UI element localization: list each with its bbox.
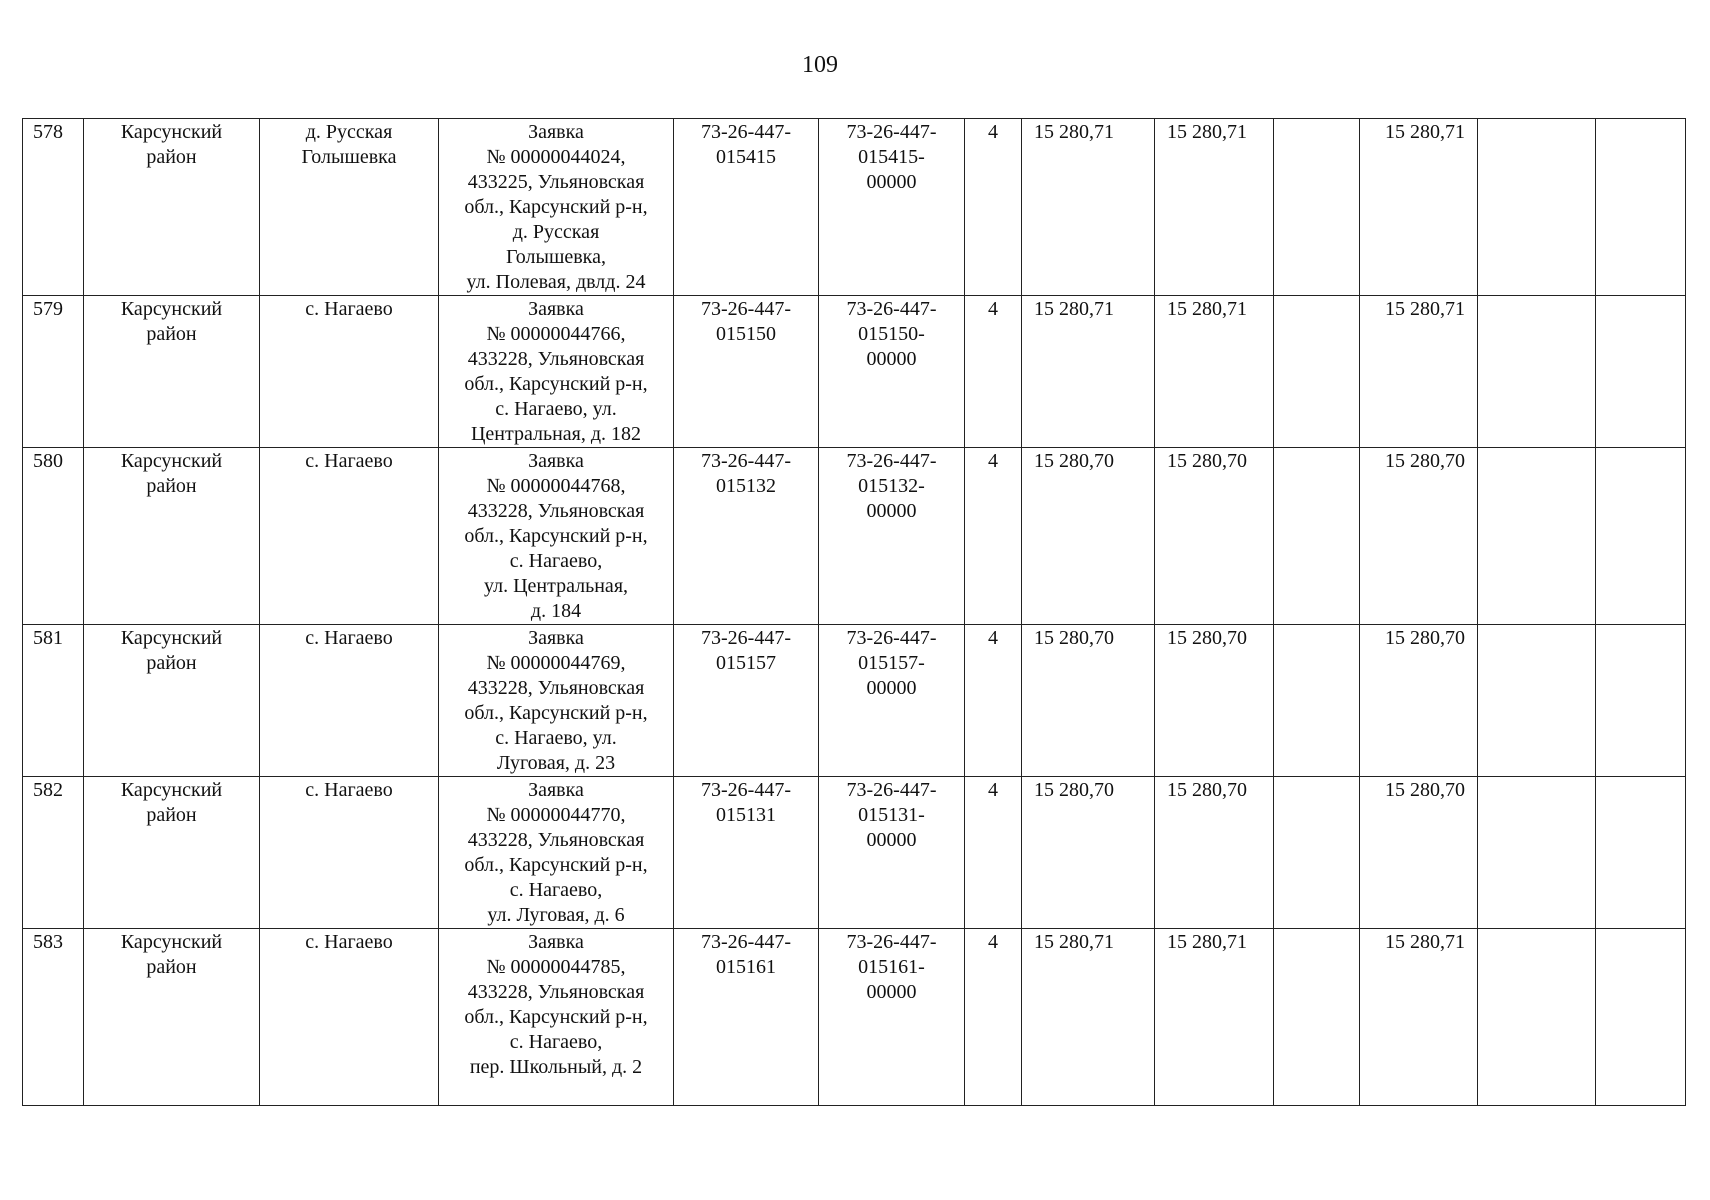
row-number-cell: 580: [23, 448, 84, 625]
quantity-cell: 4: [965, 929, 1022, 1106]
object-code-cell: [819, 296, 965, 448]
cadastral-code-cell: [674, 777, 819, 929]
cadastral-code-cell: [674, 929, 819, 1106]
object-code-cell: [819, 448, 965, 625]
application-cell-line: обл., Карсунский р-н,: [464, 373, 648, 395]
object-code-cell-line: 73-26-447-: [846, 779, 937, 801]
cadastral-code-cell-line: 73-26-447-: [701, 450, 791, 472]
district-cell: [84, 625, 260, 777]
application-cell-line: № 00000044768,: [486, 475, 626, 497]
amount-total-cell: 15 280,70: [1022, 448, 1155, 625]
locality-cell-line: с. Нагаево: [305, 931, 393, 953]
district-cell-line: Карсунский: [120, 121, 223, 143]
row-number-cell: 579: [23, 296, 84, 448]
row-number-cell: 578: [23, 119, 84, 296]
locality-cell: [260, 448, 439, 625]
locality-cell-line: с. Нагаево: [305, 627, 393, 649]
amount-budget-cell: 15 280,71: [1155, 296, 1274, 448]
application-cell-line: Голышевка,: [506, 246, 606, 268]
object-code-cell: [819, 625, 965, 777]
application-cell-line: с. Нагаево, ул.: [495, 727, 617, 749]
table-row: [23, 777, 1686, 929]
object-code-cell-line: 015415-: [858, 146, 925, 168]
application-cell: [439, 929, 674, 1106]
object-code-cell-line: 00000: [866, 500, 917, 522]
application-cell-line: Заявка: [528, 931, 584, 953]
application-cell-line: № 00000044769,: [486, 652, 626, 674]
application-cell: [439, 296, 674, 448]
application-cell-line: № 00000044785,: [486, 956, 626, 978]
application-cell-line: Заявка: [528, 779, 584, 801]
empty-cell: [1596, 625, 1686, 777]
amount-total-cell: 15 280,70: [1022, 777, 1155, 929]
amount-total-cell: 15 280,71: [1022, 296, 1155, 448]
locality-cell-line: с. Нагаево: [305, 450, 393, 472]
object-code-cell-line: 015131-: [858, 804, 925, 826]
application-cell-line: Луговая, д. 23: [496, 752, 616, 774]
empty-cell: [1596, 777, 1686, 929]
amount-budget-cell: 15 280,71: [1155, 119, 1274, 296]
district-cell: [84, 448, 260, 625]
application-cell-line: № 00000044024,: [486, 146, 626, 168]
cadastral-code-cell-line: 015157: [716, 652, 776, 674]
application-cell-line: с. Нагаево,: [509, 879, 603, 901]
object-code-cell-line: 73-26-447-: [846, 931, 937, 953]
object-code-cell-line: 73-26-447-: [846, 121, 937, 143]
locality-cell: [260, 296, 439, 448]
object-code-cell-line: 015150-: [858, 323, 925, 345]
application-cell-line: с. Нагаево,: [509, 1031, 603, 1053]
district-cell-line: район: [146, 146, 197, 168]
district-cell: [84, 296, 260, 448]
table-row: [23, 929, 1686, 1106]
amount-budget-cell: 15 280,70: [1155, 448, 1274, 625]
application-cell-line: Заявка: [528, 121, 584, 143]
application-cell: [439, 119, 674, 296]
object-code-cell-line: 015161-: [858, 956, 925, 978]
application-cell: [439, 448, 674, 625]
cadastral-code-cell-line: 015132: [716, 475, 776, 497]
amount-final-cell: 15 280,70: [1360, 448, 1478, 625]
application-cell-line: Заявка: [528, 298, 584, 320]
amount-final-cell: 15 280,71: [1360, 929, 1478, 1106]
cadastral-code-cell: [674, 119, 819, 296]
district-cell-line: Карсунский: [120, 450, 223, 472]
amount-empty-cell: [1274, 929, 1360, 1106]
object-code-cell-line: 00000: [866, 829, 917, 851]
table-row: [23, 119, 1686, 296]
quantity-cell: 4: [965, 119, 1022, 296]
application-cell-line: 433228, Ульяновская: [467, 677, 645, 699]
application-cell-line: № 00000044766,: [486, 323, 626, 345]
locality-cell-line: с. Нагаево: [305, 298, 393, 320]
district-cell-line: район: [146, 804, 197, 826]
locality-cell: [260, 119, 439, 296]
amount-empty-cell: [1274, 119, 1360, 296]
table-row: [23, 296, 1686, 448]
cadastral-code-cell-line: 73-26-447-: [701, 121, 791, 143]
application-cell-line: обл., Карсунский р-н,: [464, 854, 648, 876]
amount-final-cell: 15 280,70: [1360, 777, 1478, 929]
locality-cell-line: Голышевка: [301, 146, 397, 168]
district-cell-line: район: [146, 956, 197, 978]
application-cell-line: Заявка: [528, 450, 584, 472]
locality-cell: [260, 625, 439, 777]
object-code-cell-line: 00000: [866, 981, 917, 1003]
district-cell-line: район: [146, 652, 197, 674]
quantity-cell: 4: [965, 296, 1022, 448]
district-cell: [84, 929, 260, 1106]
amount-budget-cell: 15 280,71: [1155, 929, 1274, 1106]
empty-cell: [1478, 929, 1596, 1106]
empty-cell: [1596, 448, 1686, 625]
locality-cell: [260, 929, 439, 1106]
district-cell-line: район: [146, 475, 197, 497]
cadastral-code-cell-line: 015150: [716, 323, 776, 345]
object-code-cell-line: 73-26-447-: [846, 298, 937, 320]
table-row: [23, 448, 1686, 625]
locality-cell-line: с. Нагаево: [305, 779, 393, 801]
amount-final-cell: 15 280,70: [1360, 625, 1478, 777]
empty-cell: [1478, 625, 1596, 777]
cadastral-code-cell: [674, 625, 819, 777]
district-cell-line: район: [146, 323, 197, 345]
application-cell-line: обл., Карсунский р-н,: [464, 525, 648, 547]
application-cell-line: пер. Школьный, д. 2: [469, 1056, 643, 1078]
district-cell: [84, 777, 260, 929]
cadastral-code-cell: [674, 296, 819, 448]
amount-empty-cell: [1274, 448, 1360, 625]
row-number-cell: 581: [23, 625, 84, 777]
application-cell-line: 433228, Ульяновская: [467, 829, 645, 851]
application-cell-line: 433228, Ульяновская: [467, 500, 645, 522]
amount-budget-cell: 15 280,70: [1155, 625, 1274, 777]
locality-cell-line: д. Русская: [305, 121, 393, 143]
row-number-cell: 582: [23, 777, 84, 929]
cadastral-code-cell-line: 015415: [716, 146, 776, 168]
amount-empty-cell: [1274, 296, 1360, 448]
object-code-cell-line: 73-26-447-: [846, 450, 937, 472]
table-row: [23, 625, 1686, 777]
row-number-cell: 583: [23, 929, 84, 1106]
application-cell-line: Заявка: [528, 627, 584, 649]
locality-cell: [260, 777, 439, 929]
object-code-cell-line: 015157-: [858, 652, 925, 674]
application-cell-line: Центральная, д. 182: [470, 423, 642, 445]
amount-budget-cell: 15 280,70: [1155, 777, 1274, 929]
application-cell-line: № 00000044770,: [486, 804, 626, 826]
cadastral-code-cell-line: 015161: [716, 956, 776, 978]
application-cell: [439, 625, 674, 777]
empty-cell: [1596, 296, 1686, 448]
cadastral-code-cell-line: 73-26-447-: [701, 931, 791, 953]
amount-empty-cell: [1274, 625, 1360, 777]
application-cell: [439, 777, 674, 929]
application-cell-line: 433228, Ульяновская: [467, 348, 645, 370]
object-code-cell-line: 00000: [866, 348, 917, 370]
empty-cell: [1478, 448, 1596, 625]
district-cell-line: Карсунский: [120, 931, 223, 953]
cadastral-code-cell-line: 73-26-447-: [701, 779, 791, 801]
quantity-cell: 4: [965, 448, 1022, 625]
application-cell-line: ул. Луговая, д. 6: [487, 904, 625, 926]
application-cell-line: обл., Карсунский р-н,: [464, 1006, 648, 1028]
table-body: [23, 119, 1686, 1106]
application-cell-line: ул. Полевая, двлд. 24: [466, 271, 646, 293]
application-cell-line: д. Русская: [512, 221, 600, 243]
cadastral-code-cell-line: 73-26-447-: [701, 298, 791, 320]
district-cell-line: Карсунский: [120, 298, 223, 320]
application-cell-line: ул. Центральная,: [483, 575, 629, 597]
object-code-cell-line: 015132-: [858, 475, 925, 497]
object-code-cell: [819, 119, 965, 296]
quantity-cell: 4: [965, 625, 1022, 777]
application-cell-line: обл., Карсунский р-н,: [464, 196, 648, 218]
object-code-cell-line: 00000: [866, 171, 917, 193]
page-number: 109: [802, 52, 838, 78]
cadastral-code-cell: [674, 448, 819, 625]
district-cell-line: Карсунский: [120, 627, 223, 649]
empty-cell: [1596, 119, 1686, 296]
quantity-cell: 4: [965, 777, 1022, 929]
empty-cell: [1478, 119, 1596, 296]
application-cell-line: д. 184: [530, 600, 582, 622]
empty-cell: [1478, 777, 1596, 929]
amount-total-cell: 15 280,70: [1022, 625, 1155, 777]
district-cell-line: Карсунский: [120, 779, 223, 801]
amount-empty-cell: [1274, 777, 1360, 929]
empty-cell: [1478, 296, 1596, 448]
application-cell-line: 433225, Ульяновская: [467, 171, 645, 193]
registry-table: [22, 118, 1686, 1106]
amount-total-cell: 15 280,71: [1022, 929, 1155, 1106]
amount-final-cell: 15 280,71: [1360, 119, 1478, 296]
object-code-cell: [819, 929, 965, 1106]
application-cell-line: с. Нагаево,: [509, 550, 603, 572]
object-code-cell-line: 00000: [866, 677, 917, 699]
amount-final-cell: 15 280,71: [1360, 296, 1478, 448]
empty-cell: [1596, 929, 1686, 1106]
application-cell-line: 433228, Ульяновская: [467, 981, 645, 1003]
amount-total-cell: 15 280,71: [1022, 119, 1155, 296]
cadastral-code-cell-line: 015131: [716, 804, 776, 826]
district-cell: [84, 119, 260, 296]
application-cell-line: обл., Карсунский р-н,: [464, 702, 648, 724]
object-code-cell-line: 73-26-447-: [846, 627, 937, 649]
object-code-cell: [819, 777, 965, 929]
application-cell-line: с. Нагаево, ул.: [495, 398, 617, 420]
cadastral-code-cell-line: 73-26-447-: [701, 627, 791, 649]
